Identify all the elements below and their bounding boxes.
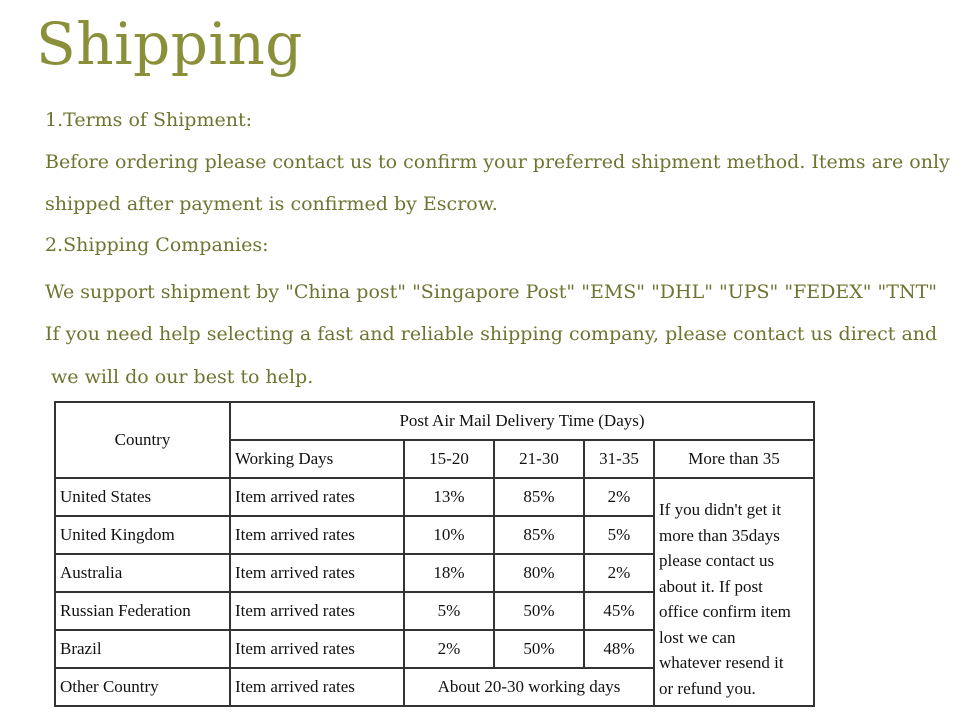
table-header-row <box>55 402 814 440</box>
metric-cell: Item arrived rates <box>230 554 404 592</box>
value-cell: 5% <box>404 592 494 630</box>
help-text-line-2: we will do our best to help. <box>45 366 314 388</box>
note-line: If you didn't get it <box>659 500 782 519</box>
note-line: lost we can <box>659 627 736 647</box>
delivery-time-table <box>54 401 815 707</box>
companies-text: We support shipment by "China post" "Singapore Post" "EMS" "DHL" "UPS" "FEDEX" "TNT" <box>45 281 937 303</box>
column-header: 21-30 <box>494 440 584 478</box>
country-cell: United States <box>55 478 230 516</box>
terms-text-line-2: shipped after payment is confirmed by Escrow. <box>45 193 498 215</box>
value-cell: 10% <box>404 516 494 554</box>
column-header: More than 35 <box>654 440 814 478</box>
page-title: Shipping <box>36 10 303 78</box>
country-cell: Russian Federation <box>55 592 230 630</box>
country-cell: Other Country <box>55 668 230 706</box>
terms-heading: 1.Terms of Shipment: <box>45 109 252 131</box>
metric-cell: Item arrived rates <box>230 592 404 630</box>
group-header: Post Air Mail Delivery Time (Days) <box>230 402 814 440</box>
value-cell: 2% <box>404 630 494 668</box>
column-header: 15-20 <box>404 440 494 478</box>
country-header: Country <box>55 402 230 478</box>
value-cell: 45% <box>584 592 654 630</box>
value-cell: 85% <box>494 516 584 554</box>
value-cell: 50% <box>494 592 584 630</box>
column-header: 31-35 <box>584 440 654 478</box>
country-cell: Australia <box>55 554 230 592</box>
terms-text-line-1: Before ordering please contact us to confirm your preferred shipment method. Items are only <box>45 151 950 173</box>
value-cell: 80% <box>494 554 584 592</box>
country-cell: United Kingdom <box>55 516 230 554</box>
table-row <box>55 478 814 516</box>
note-line: please contact us <box>659 551 775 570</box>
note-line: about it. If post <box>659 576 763 596</box>
metric-cell: Item arrived rates <box>230 630 404 668</box>
column-header: Working Days <box>230 440 404 478</box>
note-line: office confirm item <box>659 602 791 621</box>
note-line: whatever resend it <box>659 653 784 672</box>
metric-cell: Item arrived rates <box>230 478 404 516</box>
metric-cell: Item arrived rates <box>230 668 404 706</box>
companies-heading: 2.Shipping Companies: <box>45 234 269 256</box>
value-cell: 13% <box>404 478 494 516</box>
value-cell: About 20-30 working days <box>404 668 654 706</box>
value-cell: 18% <box>404 554 494 592</box>
country-cell: Brazil <box>55 630 230 668</box>
value-cell: 2% <box>584 554 654 592</box>
value-cell: 48% <box>584 630 654 668</box>
value-cell: 85% <box>494 478 584 516</box>
help-text-line-1: If you need help selecting a fast and reliable shipping company, please contact us direct and <box>45 323 938 345</box>
metric-cell: Item arrived rates <box>230 516 404 554</box>
value-cell: 50% <box>494 630 584 668</box>
value-cell: 2% <box>584 478 654 516</box>
value-cell: 5% <box>584 516 654 554</box>
note-line: or refund you. <box>659 678 756 698</box>
note-line: more than 35days <box>659 525 780 545</box>
note-cell <box>654 478 814 706</box>
